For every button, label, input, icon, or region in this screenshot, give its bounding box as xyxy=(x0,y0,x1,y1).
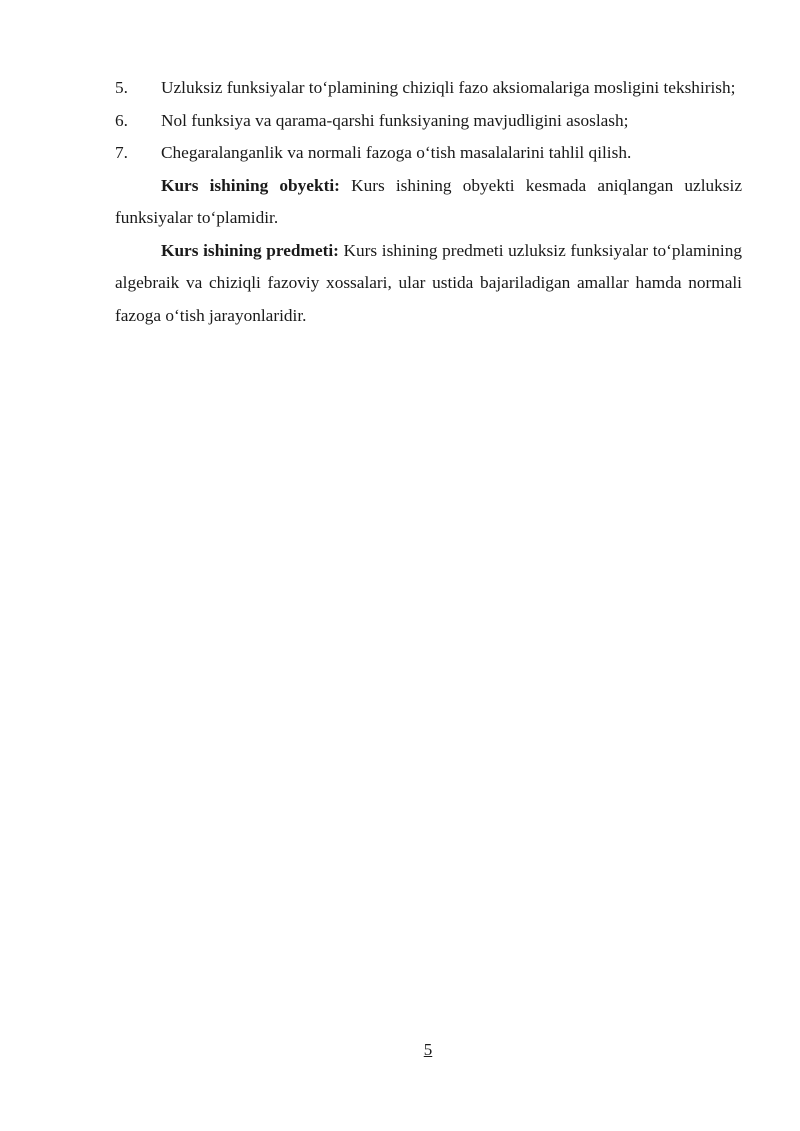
page-content xyxy=(115,72,742,332)
subject-paragraph xyxy=(115,235,742,333)
list-item-6 xyxy=(115,105,742,138)
list-text: Nol funksiya va qarama-qarshi funksiyaning mavjudligini asoslash; xyxy=(161,110,629,130)
object-paragraph xyxy=(115,170,742,235)
object-label: Kurs ishining obyekti: xyxy=(161,175,340,195)
list-item-5 xyxy=(115,72,742,105)
list-text: Uzluksiz funksiyalar to‘plamining chiziqli fazo aksiomalariga mosligini tekshirish; xyxy=(161,78,736,97)
list-number: 6. xyxy=(115,110,128,130)
object-text: Kurs ishining obyekti kesmada aniqlangan uzluksiz funksiyalar to‘plamidir. xyxy=(115,175,742,227)
subject-text: Kurs ishining predmeti uzluksiz funksiyalar to‘plamining algebraik va chiziqli fazoviy xossalari, ular ustida bajariladigan amallar hamda normali fazoga o‘tish jarayonlaridir. xyxy=(115,240,742,325)
list-number: 7. xyxy=(115,143,128,162)
subject-label: Kurs ishining predmeti: xyxy=(161,240,339,260)
page-number: 5 xyxy=(423,1040,433,1059)
list-item-7 xyxy=(115,137,742,170)
list-text: Chegaralanganlik va normali fazoga o‘tish masalalarini tahlil qilish. xyxy=(161,143,632,162)
list-number: 5. xyxy=(115,78,128,97)
